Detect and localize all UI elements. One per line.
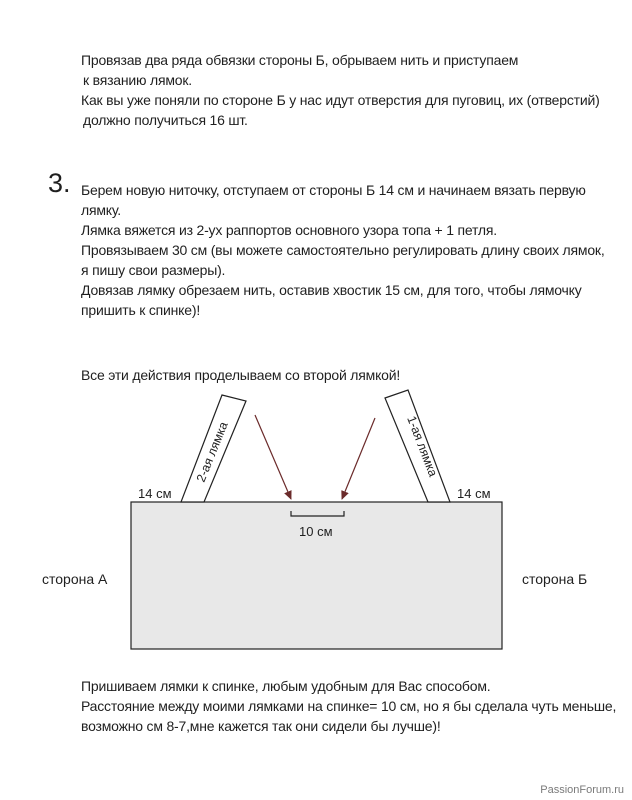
step-line: Берем новую ниточку, отступаем от стороны Б 14 см и начинаем вязать первую	[81, 182, 586, 198]
repeat-note: Все эти действия проделываем со второй лямкой!	[81, 367, 401, 383]
strap-first-label: 1-ая лямка	[404, 414, 441, 479]
closing-paragraph	[81, 676, 616, 736]
step-line: я пишу свои размеры).	[81, 262, 226, 278]
intro-line: должно получиться 16 шт.	[83, 112, 248, 128]
step-number: 3.	[48, 168, 71, 198]
side-a-label: сторона А	[42, 571, 108, 587]
intro-line: к вязанию лямок.	[83, 72, 192, 88]
arrow-right	[342, 418, 375, 499]
left-offset-label: 14 см	[138, 486, 172, 501]
arrow-left	[255, 415, 291, 499]
gap-label: 10 см	[299, 524, 333, 539]
step-line: пришить к спинке)!	[81, 302, 201, 318]
closing-line: Пришиваем лямки к спинке, любым удобным для Вас способом.	[81, 678, 491, 694]
intro-line: Как вы уже поняли по стороне Б у нас идут отверстия для пуговиц, их (отверстий)	[81, 92, 600, 108]
step-line: Лямка вяжется из 2-ух раппортов основного узора топа + 1 петля.	[81, 222, 497, 238]
right-offset-label: 14 см	[457, 486, 491, 501]
closing-line: Расстояние между моими лямками на спинке= 10 см, но я бы сделала чуть меньше,	[81, 698, 617, 714]
closing-line: возможно см 8-7,мне кажется так они сидели бы лучше)!	[81, 718, 441, 734]
step-line: Довязав лямку обрезаем нить, оставив хвостик 15 см, для того, чтобы лямочку	[81, 282, 582, 298]
strap-second-label: 2-ая лямка	[193, 419, 231, 485]
intro-line: Провязав два ряда обвязки стороны Б, обрываем нить и приступаем	[81, 52, 519, 68]
step-line: Провязываем 30 см (вы можете самостоятельно регулировать длину своих лямок,	[81, 242, 605, 258]
watermark: PassionForum.ru	[540, 784, 624, 796]
step-line: лямку.	[81, 202, 121, 218]
side-b-label: сторона Б	[522, 571, 588, 587]
